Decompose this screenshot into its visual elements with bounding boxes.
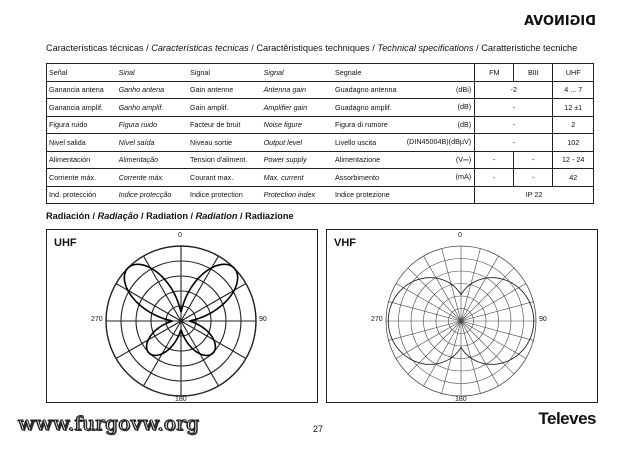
- cell-uhf: 12 - 24: [553, 151, 594, 169]
- cell-b3: -: [514, 169, 553, 187]
- cell-uhf: 2: [553, 116, 594, 134]
- cell-it-label: Guadagno amplif.: [335, 102, 392, 112]
- cell-en: Noise figure: [262, 116, 333, 134]
- cell-fr: Gain amplif.: [188, 99, 262, 117]
- uhf-angle-270: 270: [91, 316, 103, 323]
- cell-fm: -: [475, 151, 514, 169]
- cell-fm-b3: -2: [475, 81, 553, 99]
- cell-en: Protection index: [262, 186, 333, 204]
- table-row: [47, 151, 594, 169]
- polar-spoke: [396, 284, 461, 322]
- polar-spoke: [408, 321, 461, 374]
- cell-fm-b3: -: [475, 99, 553, 117]
- cell-it: [333, 81, 475, 99]
- uhf-angle-90: 90: [259, 316, 267, 323]
- cell-pt: Ganho antena: [117, 81, 188, 99]
- vhf-angle-90: 90: [539, 316, 547, 323]
- cell-fr: Niveau sortie: [188, 134, 262, 152]
- polar-spoke: [461, 321, 499, 386]
- cell-fr: Gain antenne: [188, 81, 262, 99]
- table-row: [47, 169, 594, 187]
- cell-en: Antenna gain: [262, 81, 333, 99]
- polar-spoke: [461, 268, 514, 321]
- cell-pt: Indice protecção: [117, 186, 188, 204]
- vhf-label: VHF: [334, 237, 356, 249]
- table-row: [47, 116, 594, 134]
- cell-en: Output level: [262, 134, 333, 152]
- cell-it: [333, 134, 475, 152]
- specs-title: Características técnicas / Características tecnicas / Caractêristiques techniques / Technical specifications / Caratteristiche tecniche: [46, 43, 578, 53]
- polar-spoke: [461, 321, 526, 359]
- cell-pt: Figura ruido: [117, 116, 188, 134]
- cell-uhf: 42: [553, 169, 594, 187]
- televes-logo: Televes: [538, 409, 596, 428]
- cell-fr: Tension d'aliment.: [188, 151, 262, 169]
- vhf-polar-plot: [327, 230, 597, 402]
- cell-it-label: Alimentazione: [335, 155, 381, 165]
- cell-it-label: Indice protezione: [335, 190, 390, 200]
- cell-it-label: Assorbimento: [335, 172, 379, 182]
- cell-it-label: Figura di rumore: [335, 120, 388, 130]
- cell-uhf: 12 ±1: [553, 99, 594, 117]
- uhf-radiation-panel: [46, 229, 318, 403]
- cell-pt: Ganho amplif.: [117, 99, 188, 117]
- cell-it: [333, 186, 475, 204]
- cell-es: Nivel salida: [47, 134, 117, 152]
- table-row: [47, 81, 594, 99]
- table-row: [47, 186, 594, 204]
- cell-pt: Corrente máx.: [117, 169, 188, 187]
- cell-b3: -: [514, 151, 553, 169]
- cell-fm: -: [475, 169, 514, 187]
- cell-fm-b3: -: [475, 134, 553, 152]
- page-number: 27: [313, 424, 324, 434]
- cell-unit: (V⎓): [455, 154, 472, 164]
- vhf-angle-0: 0: [458, 232, 462, 239]
- cell-en: Max. current: [262, 169, 333, 187]
- cell-it-label: Livello uscita: [335, 137, 377, 147]
- polar-spoke: [396, 321, 461, 359]
- cell-es: Alimentación: [47, 151, 117, 169]
- cell-unit: (dB): [457, 119, 472, 129]
- cell-unit: (DIN45004B)(dBµV): [406, 137, 472, 146]
- uhf-polar-plot: [47, 230, 317, 402]
- cell-uhf: 4 ... 7: [553, 81, 594, 99]
- polar-spoke: [424, 256, 462, 321]
- cell-unit: (mA): [455, 172, 472, 181]
- table-row: [47, 134, 594, 152]
- cell-pt: Alimentação: [117, 151, 188, 169]
- vhf-radiation-panel: [326, 229, 598, 403]
- uhf-label: UHF: [54, 237, 77, 249]
- cell-es: Corriente máx.: [47, 169, 117, 187]
- cell-fr: Indice protection: [188, 186, 262, 204]
- cell-it: [333, 116, 475, 134]
- cell-uhf: 102: [553, 134, 594, 152]
- cell-it: [333, 151, 475, 169]
- cell-es: Figura ruido: [47, 116, 117, 134]
- cell-en: Amplifier gain: [262, 99, 333, 117]
- uhf-angle-0: 0: [178, 232, 182, 239]
- uhf-angle-180: 180: [175, 396, 187, 403]
- diginova-logo: DIGINOVA: [524, 14, 596, 29]
- polar-spoke: [408, 268, 461, 321]
- cell-es: Ganancia amplif.: [47, 99, 117, 117]
- specs-table: [46, 63, 594, 204]
- cell-fr: Facteur de bruit: [188, 116, 262, 134]
- polar-spoke: [461, 321, 514, 374]
- cell-fr: Courant max.: [188, 169, 262, 187]
- cell-unit: (dB): [457, 102, 472, 111]
- cell-protection: IP 22: [475, 186, 594, 204]
- table-header-row: Señal Sinal Signal Signal Segnale FM BIII UHF: [47, 64, 594, 82]
- vhf-angle-270: 270: [371, 316, 383, 323]
- polar-spoke: [461, 256, 499, 321]
- cell-en: Power supply: [262, 151, 333, 169]
- cell-unit: (dBi): [456, 84, 472, 94]
- website-watermark: www.furgovw.org: [18, 411, 200, 435]
- cell-pt: Nível saída: [117, 134, 188, 152]
- polar-spoke: [461, 284, 526, 322]
- cell-it-label: Guadagno antenna: [335, 85, 397, 95]
- cell-it: [333, 99, 475, 117]
- cell-it: [333, 169, 475, 187]
- cell-fm-b3: -: [475, 116, 553, 134]
- table-row: [47, 99, 594, 117]
- radiation-title: Radiación / Radiação / Radiation / Radiation / Radiazione: [46, 211, 294, 221]
- vhf-angle-180: 180: [455, 396, 467, 403]
- cell-es: Ind. protección: [47, 186, 117, 204]
- polar-spoke: [424, 321, 462, 386]
- cell-es: Ganancia antena: [47, 81, 117, 99]
